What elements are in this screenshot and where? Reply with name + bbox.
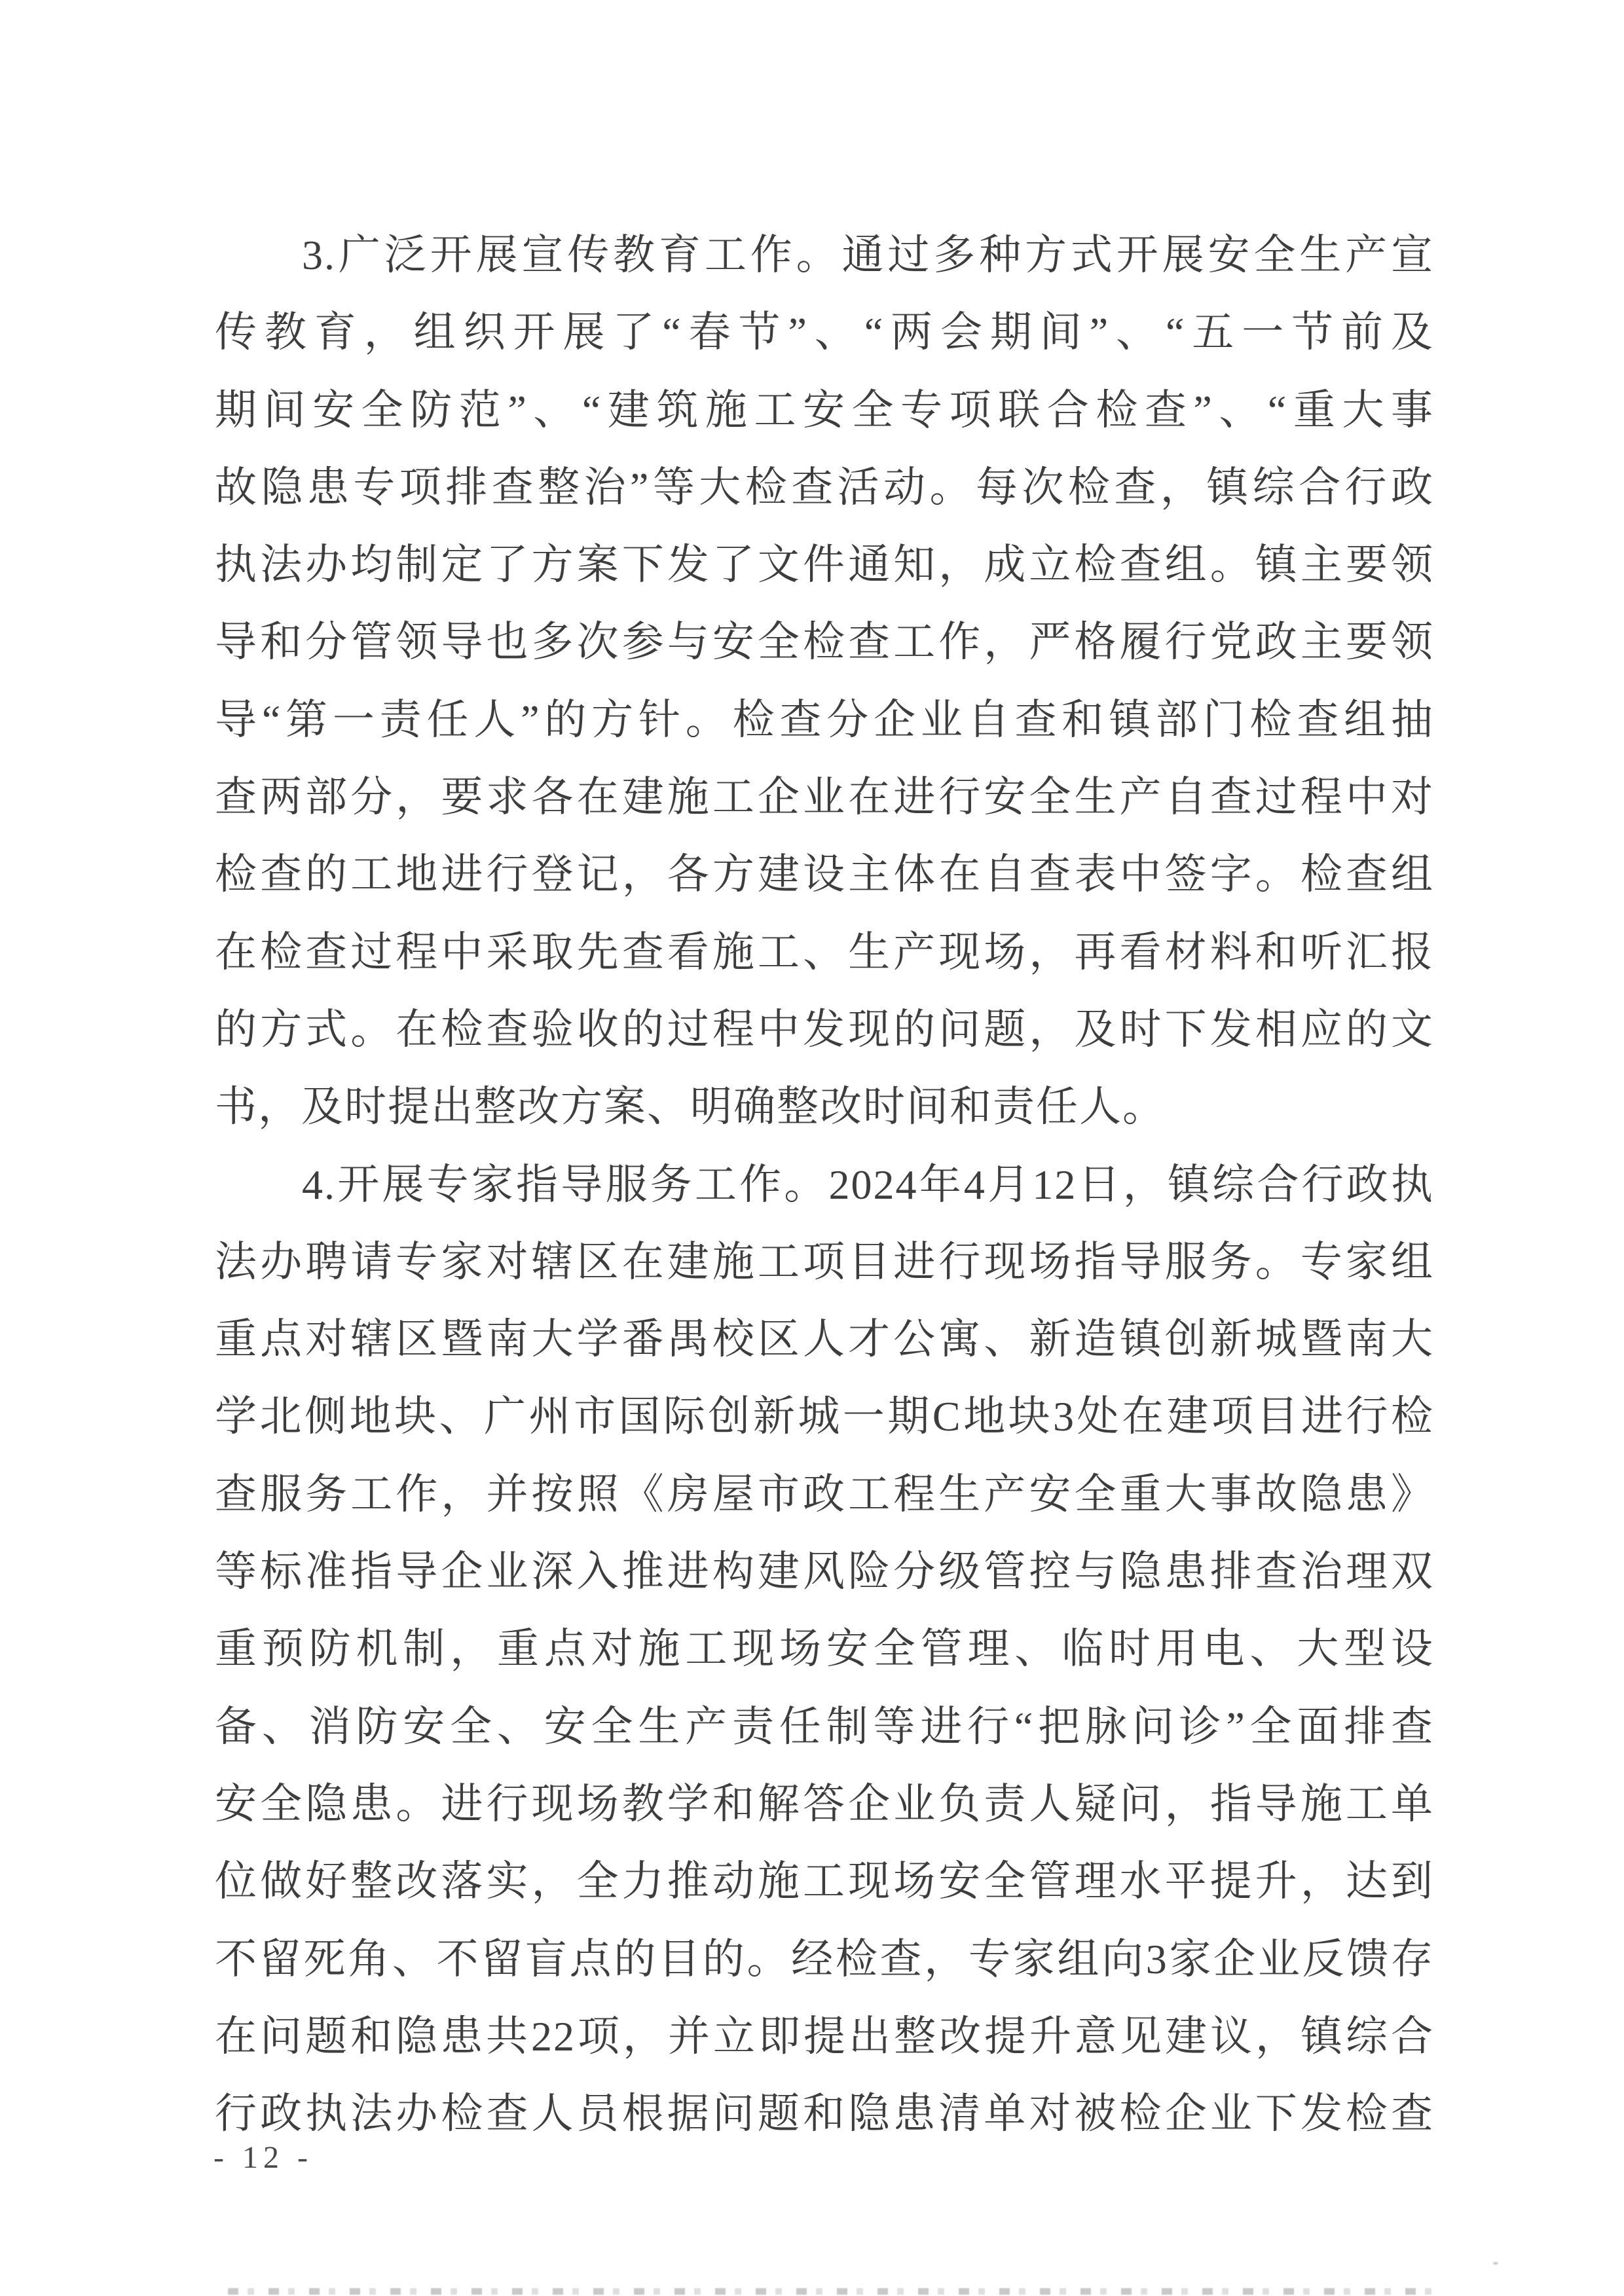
text-line: 传教育，组织开展了“春节”、“两会期间”、“五一节前及 <box>215 309 1434 356</box>
text-line: 等标准指导企业深入推进构建风险分级管控与隐患排查治理双 <box>215 1548 1434 1595</box>
text-line: 的方式。在检查验收的过程中发现的问题，及时下发相应的文 <box>215 1006 1434 1053</box>
scan-bleed-artifact <box>228 2288 1443 2295</box>
page-number: - 12 - <box>213 2140 313 2175</box>
text-line: 在检查过程中采取先查看施工、生产现场，再看材料和听汇报 <box>215 928 1434 975</box>
text-line: 不留死角、不留盲点的目的。经检查，专家组向3家企业反馈存 <box>215 1935 1434 1982</box>
text-line: 重预防机制，重点对施工现场安全管理、临时用电、大型设 <box>215 1626 1434 1673</box>
text-line: 学北侧地块、广州市国际创新城一期C地块3处在建项目进行检 <box>215 1393 1434 1440</box>
text-line: 检查的工地进行登记，各方建设主体在自查表中签字。检查组 <box>215 851 1434 898</box>
text-line: 导和分管领导也多次参与安全检查工作，严格履行党政主要领 <box>215 619 1434 666</box>
text-line: 在问题和隐患共22项，并立即提出整改提升意见建议，镇综合 <box>215 2013 1434 2060</box>
text-line: 重点对辖区暨南大学番禺校区人才公寓、新造镇创新城暨南大 <box>215 1316 1434 1363</box>
text-line: 查服务工作，并按照《房屋市政工程生产安全重大事故隐患》 <box>215 1470 1434 1518</box>
body-text <box>215 217 1434 2153</box>
text-line: 执法办均制定了方案下发了文件通知，成立检查组。镇主要领 <box>215 541 1434 589</box>
text-line: 故隐患专项排查整治”等大检查活动。每次检查，镇综合行政 <box>215 464 1434 511</box>
text-line: 安全隐患。进行现场教学和解答企业负责人疑问，指导施工单 <box>215 1780 1434 1827</box>
scan-speck <box>1493 2262 1498 2265</box>
text-line: 期间安全防范”、“建筑施工安全专项联合检查”、“重大事 <box>215 386 1434 433</box>
text-line: 备、消防安全、安全生产责任制等进行“把脉问诊”全面排查 <box>215 1703 1434 1750</box>
text-line: 法办聘请专家对辖区在建施工项目进行现场指导服务。专家组 <box>215 1238 1434 1285</box>
text-line: 行政执法办检查人员根据问题和隐患清单对被检企业下发检查 <box>215 2090 1434 2138</box>
text-line: 书，及时提出整改方案、明确整改时间和责任人。 <box>215 1084 1166 1131</box>
text-line: 4.开展专家指导服务工作。2024年4月12日，镇综合行政执 <box>302 1161 1434 1208</box>
text-line: 查两部分，要求各在建施工企业在进行安全生产自查过程中对 <box>215 774 1434 821</box>
text-line: 位做好整改落实，全力推动施工现场安全管理水平提升，达到 <box>215 1858 1434 1905</box>
text-line: 3.广泛开展宣传教育工作。通过多种方式开展安全生产宣 <box>302 232 1434 278</box>
text-line: 导“第一责任人”的方针。检查分企业自查和镇部门检查组抽 <box>215 696 1434 743</box>
